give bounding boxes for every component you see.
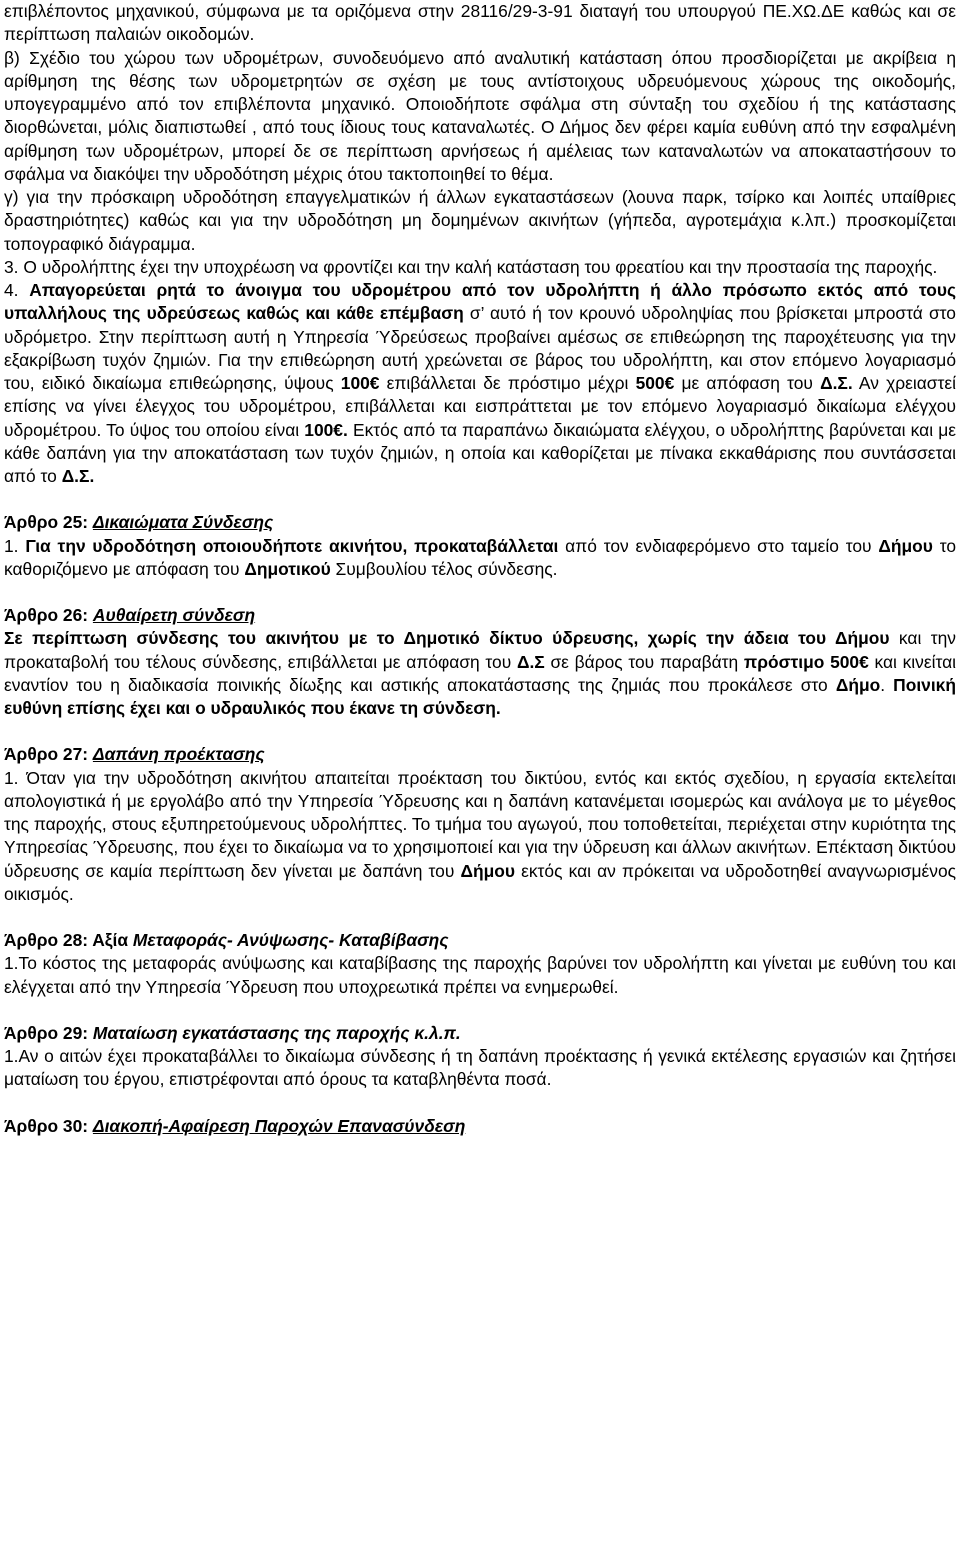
article-25-p1-number: 1. xyxy=(4,535,26,556)
spacer xyxy=(4,999,956,1022)
spacer xyxy=(4,488,956,511)
paragraph-gamma: γ) για την πρόσκαιρη υδροδότηση επαγγελματικών ή άλλων εγκαταστάσεων (λουνα παρκ, τσίρκο και λοιπές υπαίθριες δραστηριότητες) καθώς και για την υδροδότηση μη δομημένων ακινήτων (γήπεδα, αγροτεμάχια κ.λπ.) προσκομίζεται τοπογραφικό διάγραμμα. xyxy=(4,187,956,254)
article-25-paragraph-1 xyxy=(4,535,956,582)
article-28-prefix: Άρθρο 28: Αξία xyxy=(4,930,133,950)
article-27-p1-text-a: 1. Όταν για την υδροδότηση ακινήτου απαιτείται προέκταση του δικτύου, εντός και εκτός σχεδίου, η εργασία εκτελείται απολογιστικά ή με εργολάβο από την Υπηρεσία Ύδρευσης και η δαπάνη κατανέμεται ισομερώς και ανάλογα με το μέγεθος της παροχής, στους εξυπηρετούμενους υδρολήπτες. Το τμήμα του αγωγού, που τοποθετείται, περιέχεται στην κυριότητα της Υπηρεσίας Ύδρευσης, που έχει το δικαίωμα να το χρησιμοποιεί και για την ύδρευση και άλλων ακινήτων. Επέκταση δικτύου ύδρευσης σε καμία περίπτωση δεν γίνεται με δαπάνη του xyxy=(4,767,956,881)
paragraph-4-bold-prohibition: Απαγορεύεται ρητά το άνοιγμα του υδρομέτρου από τον υδρολήπτη ή άλλο πρόσωπο εκτός από τους υπαλλήλους της υδρεύσεως καθώς και κάθε επέμβαση xyxy=(4,280,956,324)
article-25-p1-text-b: το καθοριζόμενο με απόφαση του xyxy=(4,535,956,579)
article-26-p1-fine: πρόστιμο 500€ xyxy=(743,651,869,672)
article-26-prefix: Άρθρο 26: xyxy=(4,605,93,625)
paragraph-4-ds: Δ.Σ. xyxy=(820,373,853,393)
spacer xyxy=(4,720,956,743)
article-27-title: Δαπάνη προέκτασης xyxy=(92,744,265,765)
article-25-title: Δικαιώματα Σύνδεσης xyxy=(92,512,274,533)
paragraph-4-text-c: με απόφαση του xyxy=(674,373,821,393)
article-25-p1-text-c: Συμβουλίου τέλος σύνδεσης. xyxy=(330,558,558,579)
paragraph-3: 3. Ο υδρολήπτης έχει την υποχρέωση να φροντίζει και την καλή κατάσταση του φρεατίου και την προστασία της παροχής. xyxy=(4,256,938,277)
paragraph-4-text-b: επιβάλλεται δε πρόστιμο μέχρι xyxy=(379,373,636,393)
article-26-p1-bold-3: Ποινική ευθύνη επίσης έχει και ο υδραυλικός που έκανε τη σύνδεση. xyxy=(4,674,956,718)
article-25-p1-bold: Για την υδροδότηση οποιουδήποτε ακινήτου, προκαταβάλλεται xyxy=(25,535,559,556)
article-30-heading xyxy=(4,1115,956,1138)
article-28-heading xyxy=(4,929,956,952)
article-26-p1-bold-2: δίκτυο ύδρευσης, χωρίς την άδεια του xyxy=(479,628,835,649)
paragraph-4-number: 4. xyxy=(4,280,30,300)
paragraph-beta-text-1: β) Σχέδιο του χώρου των υδρομέτρων, συνοδευόμενο από αναλυτική κατάσταση όπου προσδιορίζεται με ακρίβεια η αρίθμηση της θέσης των υδρομετρητών σε σχέση με τους αντίστοιχους υδρευόμενους χώρους της οικοδομής, υπογεγραμμένο από τον επιβλέποντα μηχανικό. Οποιοδήποτε σφάλμα στη σύνταξη του σχεδίου ή της κατάστασης διορθώνεται, μόλις διαπιστωθεί , από τους ίδιους τους καταναλωτές. Ο xyxy=(4,47,956,138)
paragraph-4 xyxy=(4,279,956,488)
article-29-heading xyxy=(4,1022,956,1045)
paragraph-beta xyxy=(4,47,956,187)
article-26-p1-ds: Δ.Σ xyxy=(516,651,545,672)
article-26-p1-dimou: Δήμου xyxy=(834,628,890,649)
article-25-p1-dimou: Δήμου xyxy=(878,535,933,556)
article-26-p1-text-b: σε βάρος του παραβάτη xyxy=(544,651,744,672)
fee-check-amount: 100€. xyxy=(304,419,348,440)
article-25-p1-dimotikou: Δημοτικού xyxy=(244,558,331,579)
paragraph-4-text-a: σ’ αυτό ή τον κρουνό υδροληψίας που βρίσκεται μπροστά στο υδρόμετρο. Στην περίπτωση αυτή η Υπηρεσία Ύδρεύσεως προβαίνει αμέσως σε επιθεώρηση της παροχέτευσης για την εξακρίβωση τυχόν ζημιών. Για την επιθεώρηση αυτή χρεώνεται σε βάρος του υδρολήπτη, και στον επόμενο λογαριασμό του, ειδικό δικαίωμα επιθεώρησης, ύψους xyxy=(4,303,956,393)
article-26-p1-bold-1: Σε περίπτωση σύνδεσης του ακινήτου με το xyxy=(4,628,404,649)
article-26-paragraph-1 xyxy=(4,627,956,720)
document-page xyxy=(4,0,956,1138)
article-26-title: Αυθαίρετη σύνδεση xyxy=(92,605,256,625)
article-27-p1-dimou: Δήμου xyxy=(460,860,515,881)
article-28-title: Μεταφοράς- Ανύψωσης- Καταβίβασης xyxy=(132,930,449,950)
article-26-p1-text-a: και την προκαταβολή του τέλους σύνδεσης, επιβάλλεται με απόφαση του xyxy=(4,628,956,672)
spacer xyxy=(4,906,956,929)
article-26-p1-text-d: . xyxy=(880,674,894,695)
article-25-heading xyxy=(4,511,956,534)
article-26-p1-dimo: Δήμο xyxy=(835,674,881,695)
article-27-prefix: Άρθρο 27: xyxy=(4,744,93,765)
article-29-title: Ματαίωση εγκατάστασης της παροχής κ.λ.π. xyxy=(92,1022,461,1043)
paragraph-4-text-e: Εκτός από τα παραπάνω δικαιώματα ελέγχου, ο υδρολήπτης βαρύνεται και με κάθε δαπάνη για την αποκατάσταση των τυχόν ζημιών, η οποία και καθορίζεται με πίνακα εκκαθάρισης που συντάσσεται από το xyxy=(4,419,956,486)
article-26-heading xyxy=(4,604,956,627)
article-27-p1-text-b: εκτός και αν πρόκειται να υδροδοτηθεί αναγνωρισμένος οικισμός. xyxy=(4,860,956,904)
article-26-p1-text-c: και κινείται εναντίον του η διαδικασία ποινικής δίωξης και αστικής αποκατάστασης της ζημιάς που προκάλεσε στο xyxy=(4,651,956,695)
paragraph-4-text-d: Αν χρειαστεί επίσης να γίνει έλεγχος του υδρομέτρου, επιβάλλεται και εισπράττεται με τον επόμενο λογαριασμό δικαίωμα ελέγχου υδρομέτρου. Το ύψος του οποίου είναι xyxy=(4,373,956,440)
spacer xyxy=(4,581,956,604)
article-26-p1-dimotiko: Δημοτικό xyxy=(403,628,480,649)
paragraph-beta-dimos: Δήμος xyxy=(559,117,609,138)
article-25-prefix: Άρθρο 25: xyxy=(4,512,93,533)
paragraph-beta-text-2: δεν φέρει καμία ευθύνη από την εσφαλμένη αρίθμηση των υδρομέτρων, μπορεί δε σε περίπτωση αρνήσεως ή αμέλειας των καταναλωτών να αποκαταστήσουν το σφάλμα να διακόψει την υδροδότηση μέχρις ότου τακτοποιηθεί το θέμα. xyxy=(4,117,957,184)
fine-amount: 500€ xyxy=(635,373,675,393)
fee-inspection-amount: 100€ xyxy=(340,373,380,393)
article-30-title: Διακοπή-Αφαίρεση Παροχών Επανασύνδεση xyxy=(92,1115,466,1136)
article-29-paragraph-1: 1.Αν ο αιτών έχει προκαταβάλλει το δικαίωμα σύνδεσης ή τη δαπάνη προέκτασης ή γενικά εκτέλεσης εργασιών και ζητήσει ματαίωση του έργου, επιστρέφονται από όρους τα καταβληθέντα ποσά. xyxy=(4,1046,956,1090)
article-27-paragraph-1 xyxy=(4,767,956,907)
paragraph-intro: επιβλέποντος μηχανικού, σύμφωνα με τα οριζόμενα στην 28116/29-3-91 διαταγή του υπουργού ΠΕ.ΧΩ.ΔΕ καθώς και σε περίπτωση παλαιών οικοδομών. xyxy=(4,1,956,45)
article-30-prefix: Άρθρο 30: xyxy=(4,1115,93,1136)
article-28-paragraph-1: 1.Το κόστος της μεταφοράς ανύψωσης και καταβίβασης της παροχής βαρύνει τον υδρολήπτη και γίνεται με ευθύνη του και ελέγχεται από την Υπηρεσία Ύδρευση που υποχρεωτικά πρέπει να ενημερωθεί. xyxy=(4,953,956,997)
article-29-prefix: Άρθρο 29: xyxy=(4,1022,93,1043)
paragraph-4-ds-2: Δ.Σ. xyxy=(61,466,95,486)
spacer xyxy=(4,1092,956,1115)
article-25-p1-text-a: από τον ενδιαφερόμενο στο ταμείο του xyxy=(558,535,879,556)
article-27-heading xyxy=(4,743,956,766)
